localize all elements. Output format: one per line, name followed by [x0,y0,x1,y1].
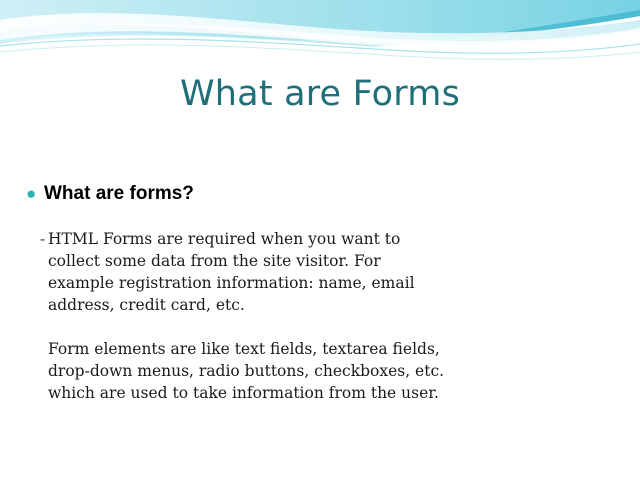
paragraph-group [48,228,616,404]
slide-body [26,182,616,404]
sub-bullet-item [26,228,616,404]
paragraph: Form elements are like text fields, textarea fields, drop-down menus, radio buttons, checkboxes, etc. which are used to take information from the user. [48,340,445,402]
bullet-item [26,182,616,206]
bullet-label: What are forms? [44,183,194,204]
bullet-dot-icon: ● [26,184,37,203]
decorative-wave-banner [0,0,640,64]
paragraph: HTML Forms are required when you want to collect some data from the site visitor. For example registration information: name, email address, credit card, etc. [48,230,415,314]
dash-marker-icon: - [40,230,46,248]
slide-title: What are Forms [179,74,460,114]
